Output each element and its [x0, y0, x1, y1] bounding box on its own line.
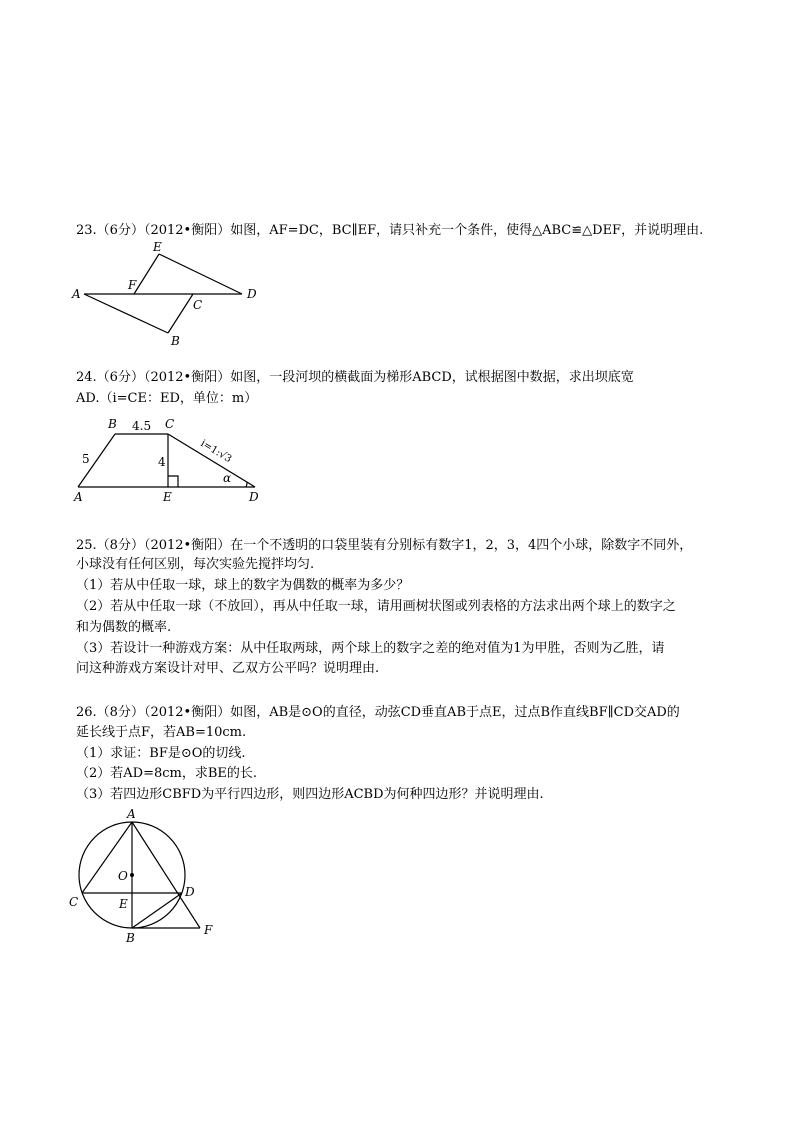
point-label-b: B	[108, 417, 117, 431]
problem-25-text-line-1: 25.（8分）（2012•衡阳）在一个不透明的口袋里装有分别标有数字1，2，3，4四个小球，除数字不同外，	[76, 538, 693, 553]
point-label-f: F	[128, 278, 137, 292]
problem-26-figure	[64, 806, 234, 946]
problem-25-part-2-line-1: （2）若从中任取一球（不放回），再从中任取一球，请用画树状图或列表格的方法求出两个球上的数字之	[76, 599, 676, 614]
problem-23-figure	[60, 238, 280, 348]
point-label-d: D	[249, 490, 259, 504]
point-label-b: B	[171, 334, 180, 348]
point-label-o: O	[118, 869, 128, 883]
point-label-a: A	[72, 287, 81, 301]
point-label-b: B	[126, 931, 135, 945]
point-label-e: E	[163, 490, 172, 504]
top-length-label: 4.5	[132, 419, 152, 433]
problem-25-text-line-2: 小球没有任何区别，每次实验先搅拌均匀.	[76, 557, 315, 572]
point-label-a: A	[127, 807, 136, 821]
angle-alpha-label: α	[223, 471, 232, 485]
problem-24-text-line-2: AD.（i=CE：ED，单位：m）	[76, 391, 258, 406]
height-length-label: 4	[158, 455, 166, 469]
point-label-a: A	[74, 490, 83, 504]
point-label-d: D	[247, 287, 257, 301]
problem-24-figure	[60, 412, 270, 508]
problem-25-part-3-line-2: 问这种游戏方案设计对甲、乙双方公平吗？说明理由.	[76, 661, 380, 676]
problem-26-part-2: （2）若AD=8cm，求BE的长.	[76, 766, 258, 781]
problem-25-part-1: （1）若从中任取一球，球上的数字为偶数的概率为多少？	[76, 578, 410, 593]
point-label-c: C	[193, 298, 203, 312]
point-label-e: E	[119, 897, 128, 911]
problem-26-text-line-1: 26.（8分）（2012•衡阳）如图，AB是⊙O的直径，动弦CD垂直AB于点E，过点B作直线BF∥CD交AD的	[76, 705, 680, 720]
side-length-label: 5	[82, 452, 90, 466]
slope-ratio-label: i=1:√3	[198, 438, 234, 466]
point-label-f: F	[204, 923, 213, 937]
problem-24-text-line-1: 24.（6分）（2012•衡阳）如图，一段河坝的横截面为梯形ABCD，试根据图中数据，求出坝底宽	[76, 370, 634, 385]
point-label-e: E	[153, 240, 162, 254]
problem-23-text: 23.（6分）（2012•衡阳）如图，AF=DC，BC∥EF，请只补充一个条件，使得△ABC≌△DEF，并说明理由.	[76, 223, 704, 238]
problem-26-text-line-2: 延长线于点F，若AB=10cm.	[76, 725, 247, 740]
problem-26-part-1: （1）求证：BF是⊙O的切线.	[76, 746, 246, 761]
point-label-c: C	[69, 895, 79, 909]
point-label-d: D	[185, 885, 195, 899]
point-label-c: C	[165, 417, 175, 431]
problem-25-part-2-line-2: 和为偶数的概率.	[76, 620, 172, 635]
problem-26-part-3: （3）若四边形CBFD为平行四边形，则四边形ACBD为何种四边形？并说明理由.	[76, 787, 544, 802]
problem-25-part-3-line-1: （3）若设计一种游戏方案：从中任取两球，两个球上的数字之差的绝对值为1为甲胜，否则为乙胜，请	[76, 641, 665, 656]
